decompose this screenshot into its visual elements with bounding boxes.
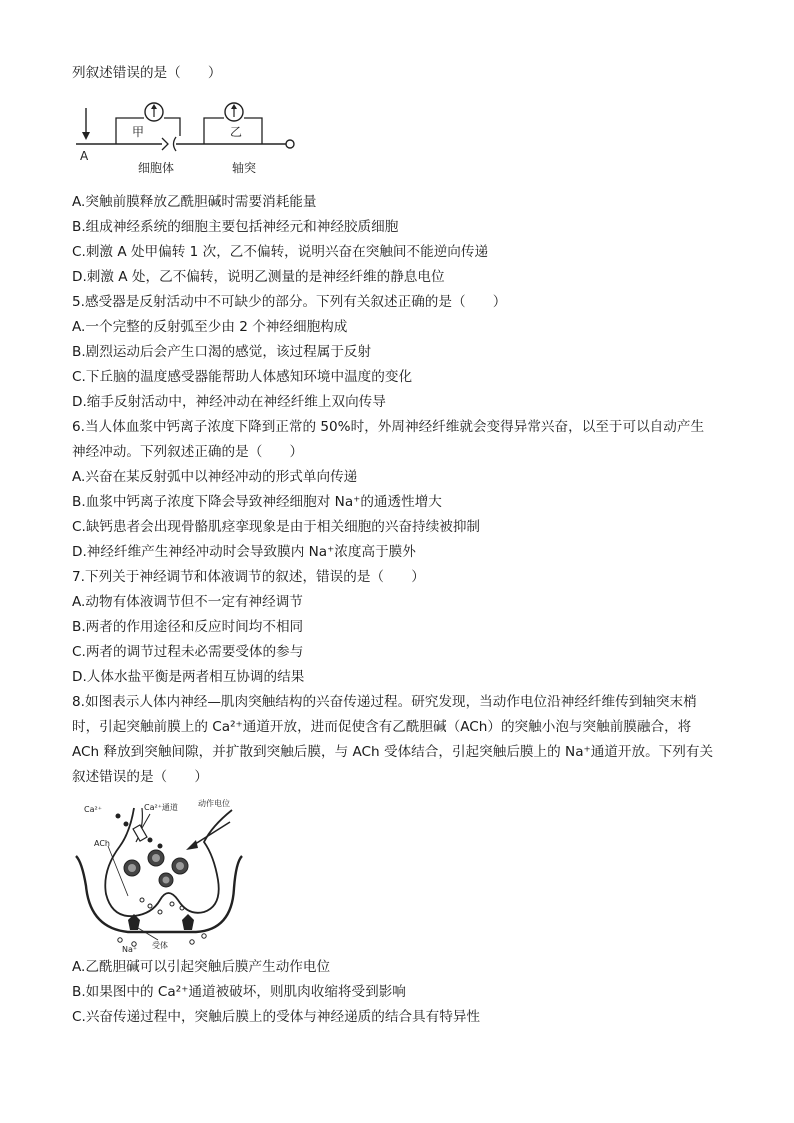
text-line: B.血浆中钙离子浓度下降会导致神经细胞对 Na⁺的通透性增大 <box>72 494 442 510</box>
text-line: B.如果图中的 Ca²⁺通道被破坏，则肌肉收缩将受到影响 <box>72 984 406 1000</box>
text-line: 叙述错误的是（ ） <box>72 769 208 785</box>
label-ca: Ca²⁺ <box>84 805 102 814</box>
text-line: B.剧烈运动后会产生口渴的感觉，该过程属于反射 <box>72 344 372 360</box>
text-line: 5.感受器是反射活动中不可缺少的部分。下列有关叙述正确的是（ ） <box>72 294 507 310</box>
text-line: C.刺激 A 处甲偏转 1 次，乙不偏转，说明兴奋在突触间不能逆向传递 <box>72 244 489 260</box>
text-line: C.兴奋传递过程中，突触后膜上的受体与神经递质的结合具有特异性 <box>72 1009 481 1025</box>
text-line: 7.下列关于神经调节和体液调节的叙述，错误的是（ ） <box>72 569 425 585</box>
label-jia: 甲 <box>132 125 145 139</box>
text-line: 神经冲动。下列叙述正确的是（ ） <box>72 444 304 460</box>
label-cell-body: 细胞体 <box>138 161 175 175</box>
text-line: B.组成神经系统的细胞主要包括神经元和神经胶质细胞 <box>72 219 399 235</box>
label-action-potential: 动作电位 <box>198 799 230 808</box>
label-yi: 乙 <box>230 125 243 139</box>
text-line: A.突触前膜释放乙酰胆碱时需要消耗能量 <box>72 194 317 210</box>
text-line: 6.当人体血浆中钙离子浓度下降到正常的 50%时，外周神经纤维就会变得异常兴奋，以至于可以自动产生 <box>72 419 705 435</box>
text-line: D.刺激 A 处，乙不偏转，说明乙测量的是神经纤维的静息电位 <box>72 269 445 285</box>
figure-neuromuscular-synapse <box>72 796 244 952</box>
label-ach: ACh <box>94 839 110 848</box>
label-na: Na⁺ <box>122 945 138 952</box>
text-line: D.人体水盐平衡是两者相互协调的结果 <box>72 669 305 685</box>
text-line: C.缺钙患者会出现骨骼肌痉挛现象是由于相关细胞的兴奋持续被抑制 <box>72 519 481 535</box>
text-line: ACh 释放到突触间隙，并扩散到突触后膜，与 ACh 受体结合，引起突触后膜上的 Na⁺通道开放。下列有关 <box>72 744 714 760</box>
text-line: A.一个完整的反射弧至少由 2 个神经细胞构成 <box>72 319 348 335</box>
label-a: A <box>80 149 89 163</box>
label-axon: 轴突 <box>232 161 257 175</box>
label-receptor: 受体 <box>152 941 168 950</box>
text-line: B.两者的作用途径和反应时间均不相同 <box>72 619 304 635</box>
label-ca-channel: Ca²⁺通道 <box>144 803 178 812</box>
text-line: A.乙酰胆碱可以引起突触后膜产生动作电位 <box>72 959 331 975</box>
text-line: D.神经纤维产生神经冲动时会导致膜内 Na⁺浓度高于膜外 <box>72 544 416 560</box>
figure-neuron-galvanometer <box>72 100 298 178</box>
text-line: D.缩手反射活动中，神经冲动在神经纤维上双向传导 <box>72 394 386 410</box>
text-line: 时，引起突触前膜上的 Ca²⁺通道开放，进而促使含有乙酰胆碱（ACh）的突触小泡与突触前膜融合，将 <box>72 719 692 735</box>
text-line: 8.如图表示人体内神经—肌肉突触结构的兴奋传递过程。研究发现，当动作电位沿神经纤维传到轴突末梢 <box>72 694 697 710</box>
text-line: A.动物有体液调节但不一定有神经调节 <box>72 594 303 610</box>
text-line: C.下丘脑的温度感受器能帮助人体感知环境中温度的变化 <box>72 369 413 385</box>
text-line: C.两者的调节过程未必需要受体的参与 <box>72 644 304 660</box>
text-line: 列叙述错误的是（ ） <box>72 65 222 81</box>
text-line: A.兴奋在某反射弧中以神经冲动的形式单向传递 <box>72 469 358 485</box>
